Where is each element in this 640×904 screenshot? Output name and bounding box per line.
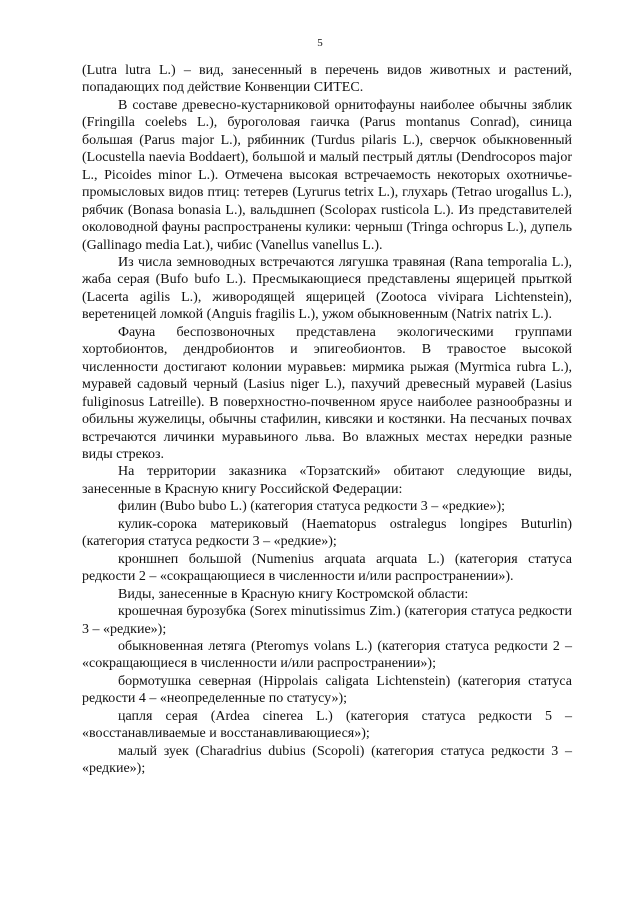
list-item-curlew: кроншнеп большой (Numenius arquata arquata L.) (категория статуса редкости 2 – «сокращающиеся в численности и/или распространении»). bbox=[82, 551, 572, 585]
paragraph-forest-birds: В составе древесно-кустарниковой орнитофауны наиболее обычны зяблик (Fringilla coelebs L.), буроголовая гаичка (Parus montanus Conrad), синица большая (Parus major L.), рябинник (Turdus pilaris L.), сверчок обыкновенный (Locustella naevia Boddaert), большой и малый пестрый дятлы (Dendrocopos major L., Picoides minor L.). Отмечена высокая встречаемость некоторых охотничье-промысловых видов птиц: тетерев (Lyrurus tetrix L.), глухарь (Tetrao urogallus L.), рябчик (Bonasa bonasia L.), вальдшнеп (Scolopax rusticola L.). Из представителей околоводной фауны распространены кулики: черныш (Tringa ochropus L.), дупель (Gallinago media Lat.), чибис (Vanellus vanellus L.). bbox=[82, 97, 572, 253]
list-item-oystercatcher: кулик-сорока материковый (Haematopus ostralegus longipes Buturlin) (категория статуса редкости 3 – «редкие»); bbox=[82, 516, 572, 550]
list-item-little-ringed-plover: малый зуек (Charadrius dubius (Scopoli) (категория статуса редкости 3 – «редкие»); bbox=[82, 743, 572, 777]
list-item-flying-squirrel: обыкновенная летяга (Pteromys volans L.) (категория статуса редкости 2 – «сокращающиеся в численности и/или распространении»); bbox=[82, 638, 572, 672]
list-item-grey-heron: цапля серая (Ardea cinerea L.) (категория статуса редкости 5 – «восстанавливаемые и восстанавливающиеся»); bbox=[82, 708, 572, 742]
body-text bbox=[82, 62, 572, 778]
list-item-least-shrew: крошечная бурозубка (Sorex minutissimus Zim.) (категория статуса редкости 3 – «редкие»); bbox=[82, 604, 572, 637]
page-number: 5 bbox=[317, 37, 323, 49]
paragraph-amphibians-reptiles: Из числа земноводных встречаются лягушка травяная (Rana temporalia L.), жаба серая (Bufo bufo L.). Пресмыкающиеся представлены ящерицей прыткой (Lacerta agilis L.), живородящей ящерицей (Zootoca vivipara Lichtenstein), веретеницей ломкой (Anguis fragilis L.), ужом обыкновенным (Natrix natrix L.). bbox=[82, 254, 572, 323]
list-item-booted-warbler: бормотушка северная (Hippolais caligata Lichtenstein) (категория статуса редкости 4 – «неопределенные по статусу»); bbox=[82, 673, 572, 707]
paragraph-red-book-kostroma-intro: Виды, занесенные в Красную книгу Костромской области: bbox=[118, 586, 469, 602]
paragraph-otter-continuation: (Lutra lutra L.) – вид, занесенный в перечень видов животных и растений, попадающих под действие Конвенции СИТЕС. bbox=[82, 63, 572, 96]
list-item-eagle-owl: филин (Bubo bubo L.) (категория статуса редкости 3 – «редкие»); bbox=[118, 499, 506, 515]
paragraph-red-book-rf-intro: На территории заказника «Торзатский» обитают следующие виды, занесенные в Красную книгу Российской Федерации: bbox=[82, 464, 572, 497]
paragraph-invertebrates: Фауна беспозвоночных представлена экологическими группами хортобионтов, дендробионтов и эпигеобионтов. В травостое высокой численности достигают колонии муравьев: мирмика рыжая (Myrmica rubra L.), муравей садовый черный (Lasius niger L.), пахучий древесный муравей (Lasius fuliginosus Latreille). В поверхностно-почвенном ярусе наиболее разнообразны и обильны жужелицы, обычны стафилин, кивсяки и костянки. На песчаных почвах встречаются личинки муравьиного льва. Во влажных местах нередки разные виды стрекоз. bbox=[82, 324, 572, 462]
